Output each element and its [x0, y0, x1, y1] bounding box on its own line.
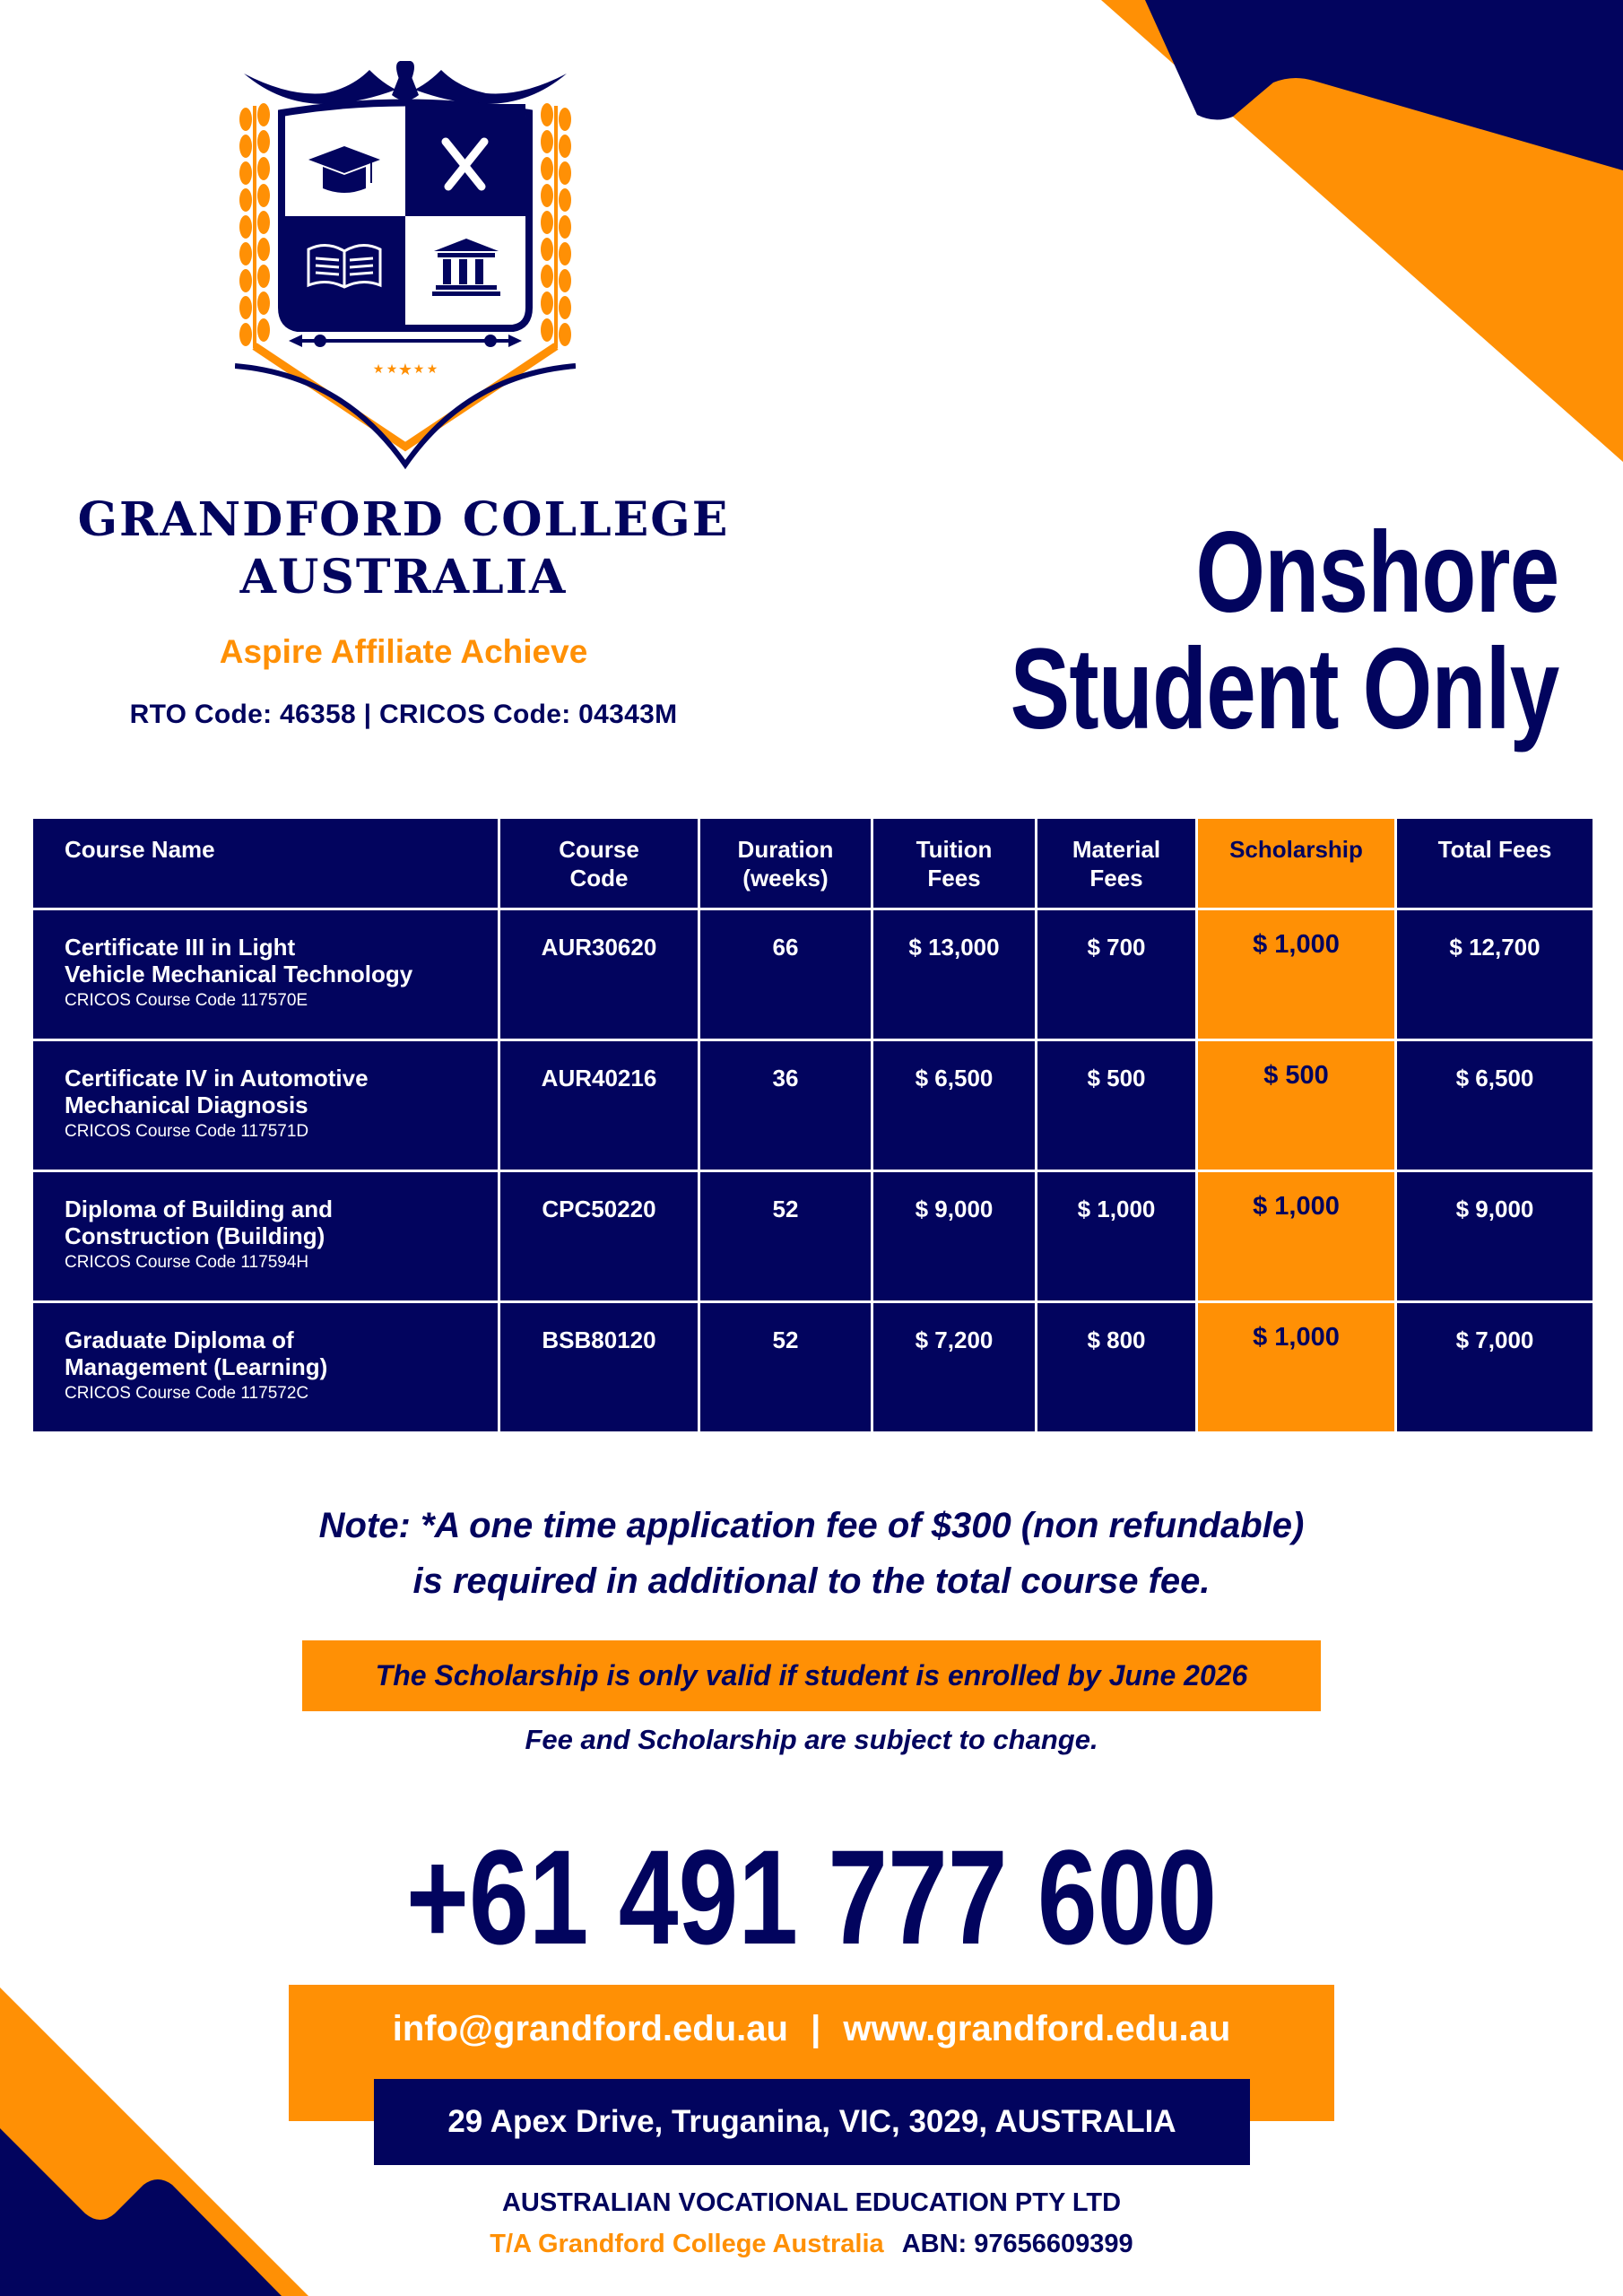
svg-text:★: ★ — [397, 361, 413, 379]
scholarship-validity-banner: The Scholarship is only valid if student is enrolled by June 2026 — [302, 1640, 1321, 1711]
material-cell: $ 800 — [1037, 1302, 1197, 1433]
college-crest-logo — [235, 61, 576, 474]
cricos-code: CRICOS Course Code 117594H — [65, 1253, 309, 1272]
course-name-cell: Certificate IV in Automotive Mechanical Diagnosis CRICOS Course Code 117571D — [32, 1040, 499, 1171]
material-cell: $ 1,000 — [1037, 1171, 1197, 1302]
scholarship-cell: $ 1,000 — [1197, 1171, 1396, 1302]
cricos-code: CRICOS Course Code 117571D — [65, 1122, 309, 1141]
cricos-code: CRICOS Course Code 117570E — [65, 991, 308, 1010]
course-name-cell: Graduate Diploma of Management (Learning) CRICOS Course Code 117572C — [32, 1302, 499, 1433]
registration-codes: RTO Code: 46358 | CRICOS Code: 04343M — [129, 700, 678, 729]
duration-cell: 52 — [699, 1171, 872, 1302]
header-scholarship: Scholarship — [1197, 818, 1396, 909]
contact-line — [289, 2009, 1334, 2049]
table-row — [32, 909, 1594, 1040]
header-total-fees: Total Fees — [1396, 818, 1594, 909]
subject-to-change-note: Fee and Scholarship are subject to change. — [525, 1724, 1098, 1755]
arrow-bar-ornament — [289, 335, 522, 347]
table-row — [32, 1040, 1594, 1171]
duration-cell: 36 — [699, 1040, 872, 1171]
address: 29 Apex Drive, Truganina, VIC, 3029, AUSTRALIA — [374, 2079, 1250, 2165]
application-fee-note: Note: *A one time application fee of $300 (non refundable) is required in additional to the total course fee. — [318, 1506, 1305, 1601]
total-cell: $ 12,700 — [1396, 909, 1594, 1040]
header-tuition-fees: Tuition Fees — [872, 818, 1037, 909]
tuition-cell: $ 13,000 — [872, 909, 1037, 1040]
total-cell: $ 6,500 — [1396, 1040, 1594, 1171]
course-code-cell: AUR40216 — [499, 1040, 699, 1171]
course-code-cell: BSB80120 — [499, 1302, 699, 1433]
duration-cell: 66 — [699, 909, 872, 1040]
company-name: AUSTRALIAN VOCATIONAL EDUCATION PTY LTD — [501, 2188, 1122, 2217]
abn: ABN: 97656609399 — [901, 2230, 1133, 2258]
website-link[interactable]: www.grandford.edu.au — [843, 2009, 1231, 2048]
course-code-cell: AUR30620 — [499, 909, 699, 1040]
material-cell: $ 500 — [1037, 1040, 1197, 1171]
college-name — [54, 491, 753, 606]
page-headline — [1010, 509, 1558, 753]
headline-line2: Student Only — [1010, 625, 1558, 753]
svg-text:★: ★ — [372, 362, 385, 377]
header-course-code: Course Code — [499, 818, 699, 909]
tagline: Aspire Affiliate Achieve — [219, 633, 588, 670]
tuition-cell: $ 7,200 — [872, 1302, 1037, 1433]
contact-separator: | — [811, 2009, 821, 2048]
table-row — [32, 1302, 1594, 1433]
course-name-cell: Certificate III in Light Vehicle Mechanical Technology CRICOS Course Code 117570E — [32, 909, 499, 1040]
duration-cell: 52 — [699, 1302, 872, 1433]
scholarship-cell: $ 1,000 — [1197, 909, 1396, 1040]
header-course-name: Course Name — [32, 818, 499, 909]
stars-icon — [373, 361, 438, 379]
header-duration: Duration (weeks) — [699, 818, 872, 909]
email-link[interactable]: info@grandford.edu.au — [392, 2009, 788, 2048]
tuition-cell: $ 9,000 — [872, 1171, 1037, 1302]
trading-as: T/A Grandford College Australia — [490, 2230, 884, 2258]
header-material-fees: Material Fees — [1037, 818, 1197, 909]
cricos-code: CRICOS Course Code 117572C — [65, 1384, 309, 1403]
scholarship-cell: $ 500 — [1197, 1040, 1396, 1171]
table-row — [32, 1171, 1594, 1302]
total-cell: $ 9,000 — [1396, 1171, 1594, 1302]
college-name-line1: GRANDFORD COLLEGE — [77, 492, 730, 547]
course-fees-table — [30, 816, 1595, 1434]
phone-number[interactable]: +61 491 777 600 — [405, 1822, 1218, 1972]
college-name-line2: AUSTRALIA — [239, 550, 568, 604]
course-code-cell: CPC50220 — [499, 1171, 699, 1302]
scholarship-cell: $ 1,000 — [1197, 1302, 1396, 1433]
total-cell: $ 7,000 — [1396, 1302, 1594, 1433]
svg-text:★: ★ — [386, 362, 398, 377]
svg-text:★: ★ — [412, 362, 425, 377]
tuition-cell: $ 6,500 — [872, 1040, 1037, 1171]
svg-text:★: ★ — [426, 362, 438, 377]
headline-line1: Onshore — [1194, 509, 1558, 637]
course-name-cell: Diploma of Building and Construction (Building) CRICOS Course Code 117594H — [32, 1171, 499, 1302]
material-cell: $ 700 — [1037, 909, 1197, 1040]
table-header-row — [32, 818, 1594, 909]
trading-info — [0, 2230, 1623, 2259]
